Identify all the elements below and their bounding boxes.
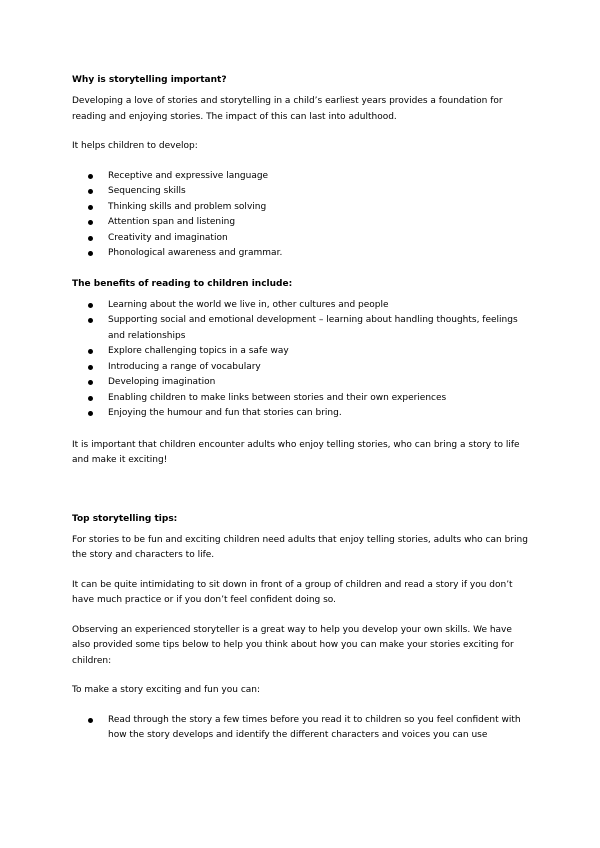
- skills-list: [72, 169, 532, 262]
- bullet-icon: [88, 718, 93, 723]
- list-item: Phonological awareness and grammar.: [72, 246, 532, 262]
- bullet-icon: [88, 220, 93, 225]
- bullet-icon: [88, 396, 93, 401]
- intro-paragraph: Developing a love of stories and storytelling in a child’s earliest years provides a foundation for reading and enjoying stories. The impact of this can last into adulthood.: [72, 96, 503, 122]
- bullet-icon: [88, 380, 93, 385]
- list-item: Enabling children to make links between stories and their own experiences: [72, 391, 532, 407]
- list-item: Supporting social and emotional development – learning about handling thoughts, feelings and relationships: [72, 313, 532, 344]
- list-item: Creativity and imagination: [72, 231, 532, 247]
- bullet-icon: [88, 318, 93, 323]
- tips-list: [72, 713, 532, 744]
- list-item: Read through the story a few times before you read it to children so you feel confident with how the story develops and identify the different characters and voices you can use: [72, 713, 532, 744]
- list-item: Attention span and listening: [72, 215, 532, 231]
- tips-paragraph-2: It can be quite intimidating to sit down in front of a group of children and read a story if you don’t have much practice or if you don’t feel confident doing so.: [72, 579, 513, 605]
- list-item: Explore challenging topics in a safe way: [72, 344, 532, 360]
- bullet-icon: [88, 236, 93, 241]
- document-page: [72, 72, 532, 744]
- list-item: Enjoying the humour and fun that stories can bring.: [72, 406, 532, 422]
- section-heading-why: Why is storytelling important?: [72, 75, 227, 85]
- tips-paragraph-1: For stories to be fun and exciting children need adults that enjoy telling stories, adults who can bring the story and characters to life.: [72, 534, 528, 560]
- list-item: Thinking skills and problem solving: [72, 200, 532, 216]
- tips-paragraph-3: Observing an experienced storyteller is a great way to help you develop your own skills. We have also provided some tips below to help you think about how you can make your stories exciting for children:: [72, 624, 514, 666]
- section-heading-benefits: The benefits of reading to children include:: [72, 278, 293, 289]
- bullet-icon: [88, 251, 93, 256]
- bullet-icon: [88, 349, 93, 354]
- list-item: Developing imagination: [72, 375, 532, 391]
- bullet-icon: [88, 365, 93, 370]
- tips-lead: To make a story exciting and fun you can:: [72, 685, 261, 695]
- benefits-closing-paragraph: It is important that children encounter adults who enjoy telling stories, who can bring a story to life and make it exciting!: [72, 439, 520, 465]
- section-heading-tips: Top storytelling tips:: [72, 513, 178, 524]
- bullet-icon: [88, 174, 93, 179]
- list-item: Sequencing skills: [72, 184, 532, 200]
- bullet-icon: [88, 189, 93, 194]
- bullet-icon: [88, 303, 93, 308]
- list-item: Receptive and expressive language: [72, 169, 532, 185]
- bullet-icon: [88, 411, 93, 416]
- benefits-list: [72, 298, 532, 422]
- list-item: Introducing a range of vocabulary: [72, 360, 532, 376]
- bullet-icon: [88, 205, 93, 210]
- list-item: Learning about the world we live in, other cultures and people: [72, 298, 532, 314]
- skills-lead: It helps children to develop:: [72, 141, 198, 151]
